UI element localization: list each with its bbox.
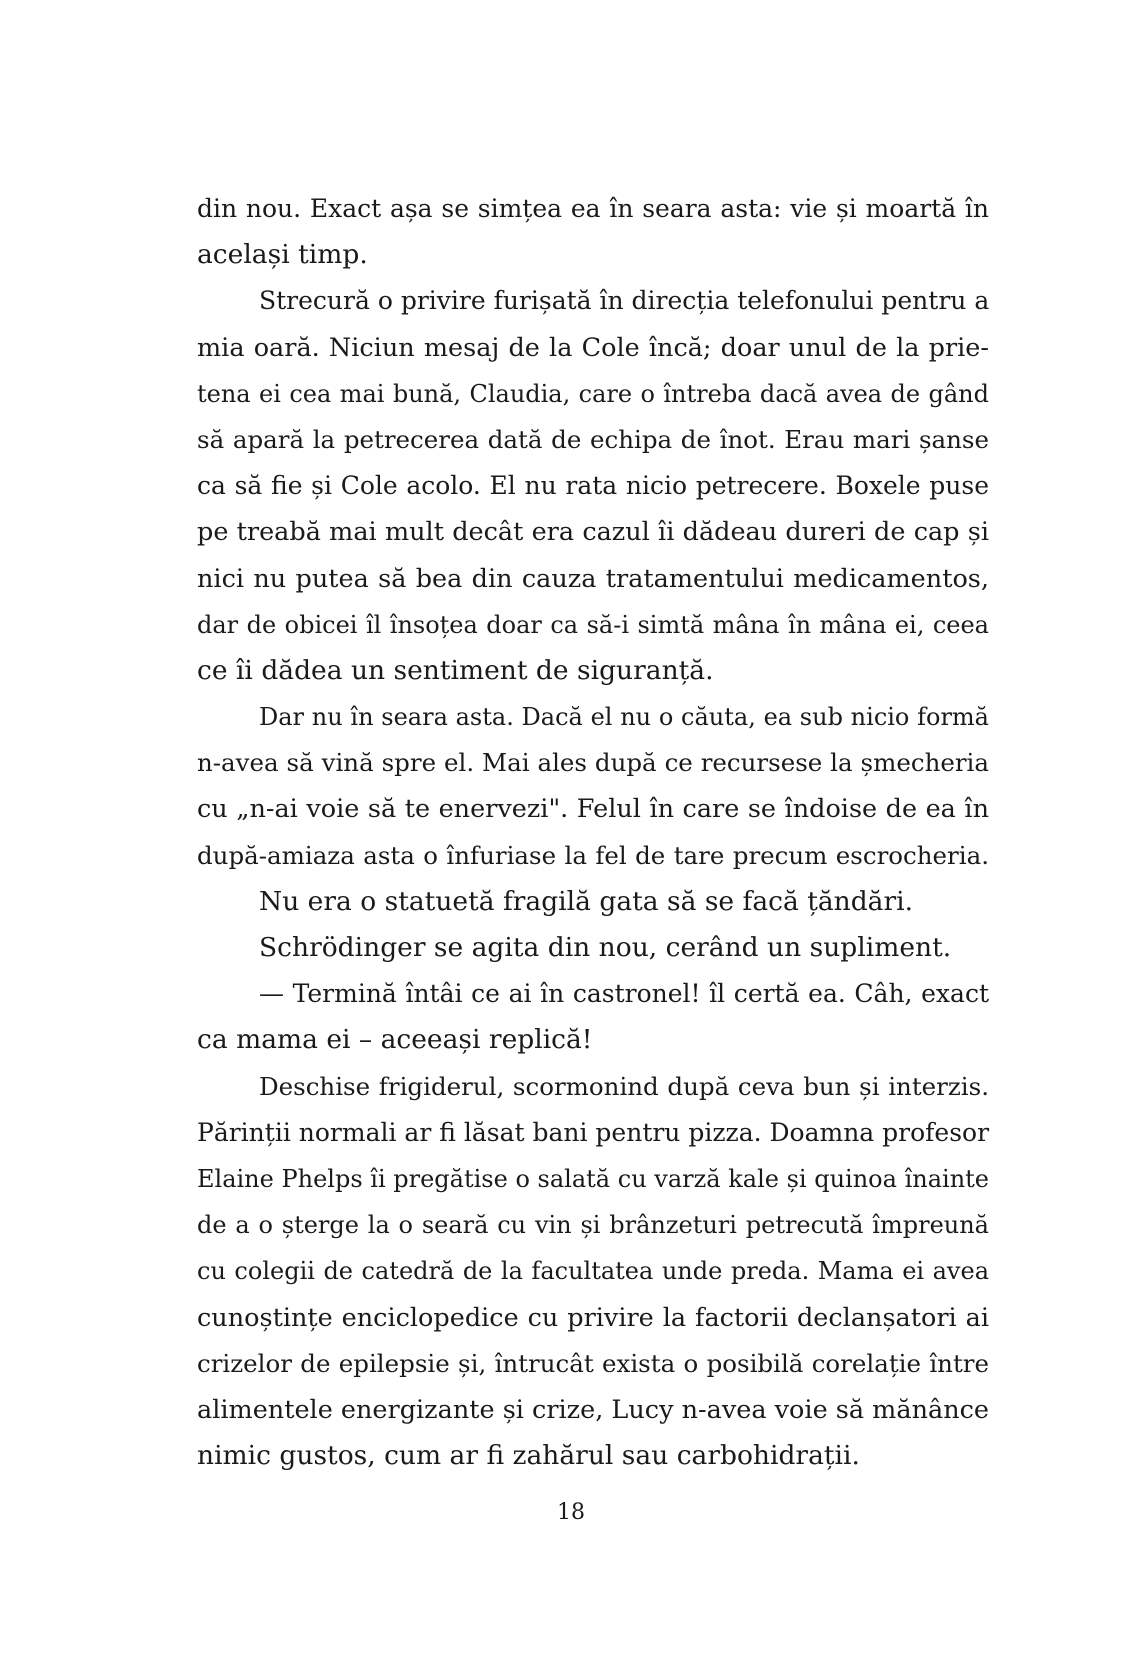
text-line: ca să fie și Cole acolo. El nu rata nicio petrecere. Boxele puse: [197, 471, 989, 501]
paragraph-first-line: Nu era o statuetă fragilă gata să se facă țăndări.: [259, 885, 914, 917]
text-line: mia oară. Niciun mesaj de la Cole încă; doar unul de la prie-: [197, 332, 989, 363]
text-line: alimentele energizante și crize, Lucy n-avea voie să mănânce: [197, 1394, 989, 1425]
text-line: același timp.: [197, 239, 368, 271]
text-line: n-avea să vină spre el. Mai ales după ce recursese la șmecheria: [197, 748, 989, 778]
text-line: cu colegii de catedră de la facultatea unde preda. Mama ei avea: [197, 1257, 989, 1286]
text-line: Părinții normali ar fi lăsat bani pentru pizza. Doamna profesor: [197, 1117, 990, 1147]
paragraph-first-line: Strecură o privire furișată în direcția telefonului pentru a: [259, 286, 990, 316]
paragraph-first-line: Schrödinger se agita din nou, cerând un supliment.: [259, 932, 952, 963]
paragraph-first-line: Dar nu în seara asta. Dacă el nu o căuta, ea sub nicio formă: [259, 703, 989, 732]
text-line: nimic gustos, cum ar fi zahărul sau carbohidrații.: [197, 1440, 860, 1472]
text-line: pe treabă mai mult decât era cazul îi dădeau dureri de cap și: [197, 517, 989, 548]
paragraph-first-line: Deschise frigiderul, scormonind după ceva bun și interzis.: [259, 1071, 989, 1101]
body-text: [197, 186, 989, 1479]
page-number: 18: [557, 1500, 585, 1525]
text-line: ce îi dădea un sentiment de siguranță.: [197, 654, 714, 686]
text-line: ca mama ei – aceeași replică!: [197, 1024, 593, 1056]
text-line: de a o șterge la o seară cu vin și brânzeturi petrecută împreună: [197, 1211, 989, 1240]
text-line: să apară la petrecerea dată de echipa de înot. Erau mari șanse: [197, 424, 989, 454]
text-line: dar de obicei îl însoțea doar ca să-i simtă mâna în mâna ei, ceea: [197, 610, 989, 639]
text-line: cunoștințe enciclopedice cu privire la factorii declanșatori ai: [197, 1302, 989, 1333]
text-line: tena ei cea mai bună, Claudia, care o întreba dacă avea de gând: [197, 379, 989, 408]
dialogue-line: — Termină întâi ce ai în castronel! îl certă ea. Câh, exact: [259, 979, 989, 1009]
text-line: nici nu putea să bea din cauza tratamentului medicamentos,: [197, 563, 989, 594]
text-line: din nou. Exact așa se simțea ea în seara asta: vie și moartă în: [197, 194, 989, 223]
text-line: cu „n-ai voie să te enervezi". Felul în care se îndoise de ea în: [197, 794, 989, 825]
text-line: după-amiaza asta o înfuriase la fel de tare precum escrocheria.: [197, 840, 989, 870]
text-line: crizelor de epilepsie și, întrucât exista o posibilă corelație între: [197, 1348, 989, 1378]
text-line: Elaine Phelps îi pregătise o salată cu varză kale și quinoa înainte: [197, 1164, 989, 1193]
